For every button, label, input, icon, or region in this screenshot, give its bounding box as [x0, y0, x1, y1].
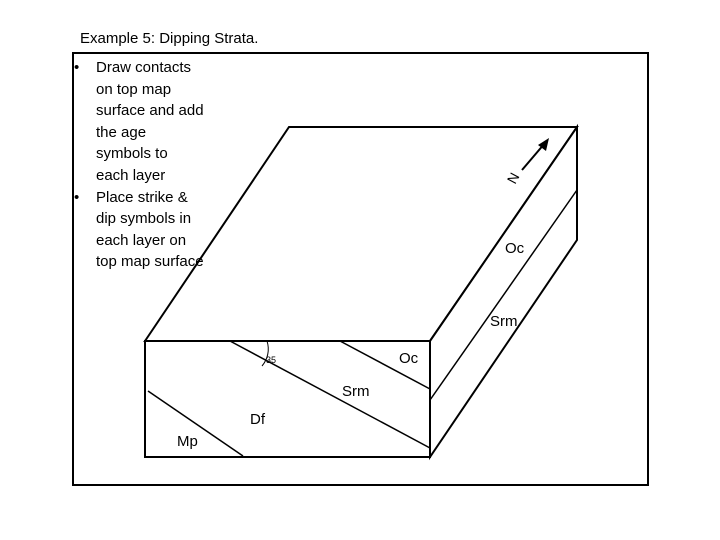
instruction-item — [74, 187, 204, 273]
front-label-mp: Mp — [177, 433, 198, 450]
front-label-oc: Oc — [399, 350, 419, 367]
instruction-list — [74, 57, 204, 273]
instruction-text: Draw contacts on top map surface and add the age symbols to each layer — [96, 59, 204, 184]
bullet-icon: • — [74, 59, 80, 76]
front-label-srm: Srm — [342, 383, 370, 400]
side-label-oc: Oc — [505, 240, 525, 257]
bullet-icon: • — [74, 188, 80, 206]
north-label: N — [503, 169, 523, 187]
slide-title: Example 5: Dipping Strata. — [80, 30, 259, 47]
instruction-text: Place strike & dip symbols in each layer on top map surface — [96, 188, 204, 271]
dip-angle-label: 35 — [266, 355, 277, 365]
front-label-df: Df — [250, 411, 265, 428]
side-label-srm: Srm — [490, 313, 518, 330]
instruction-item — [74, 57, 204, 187]
